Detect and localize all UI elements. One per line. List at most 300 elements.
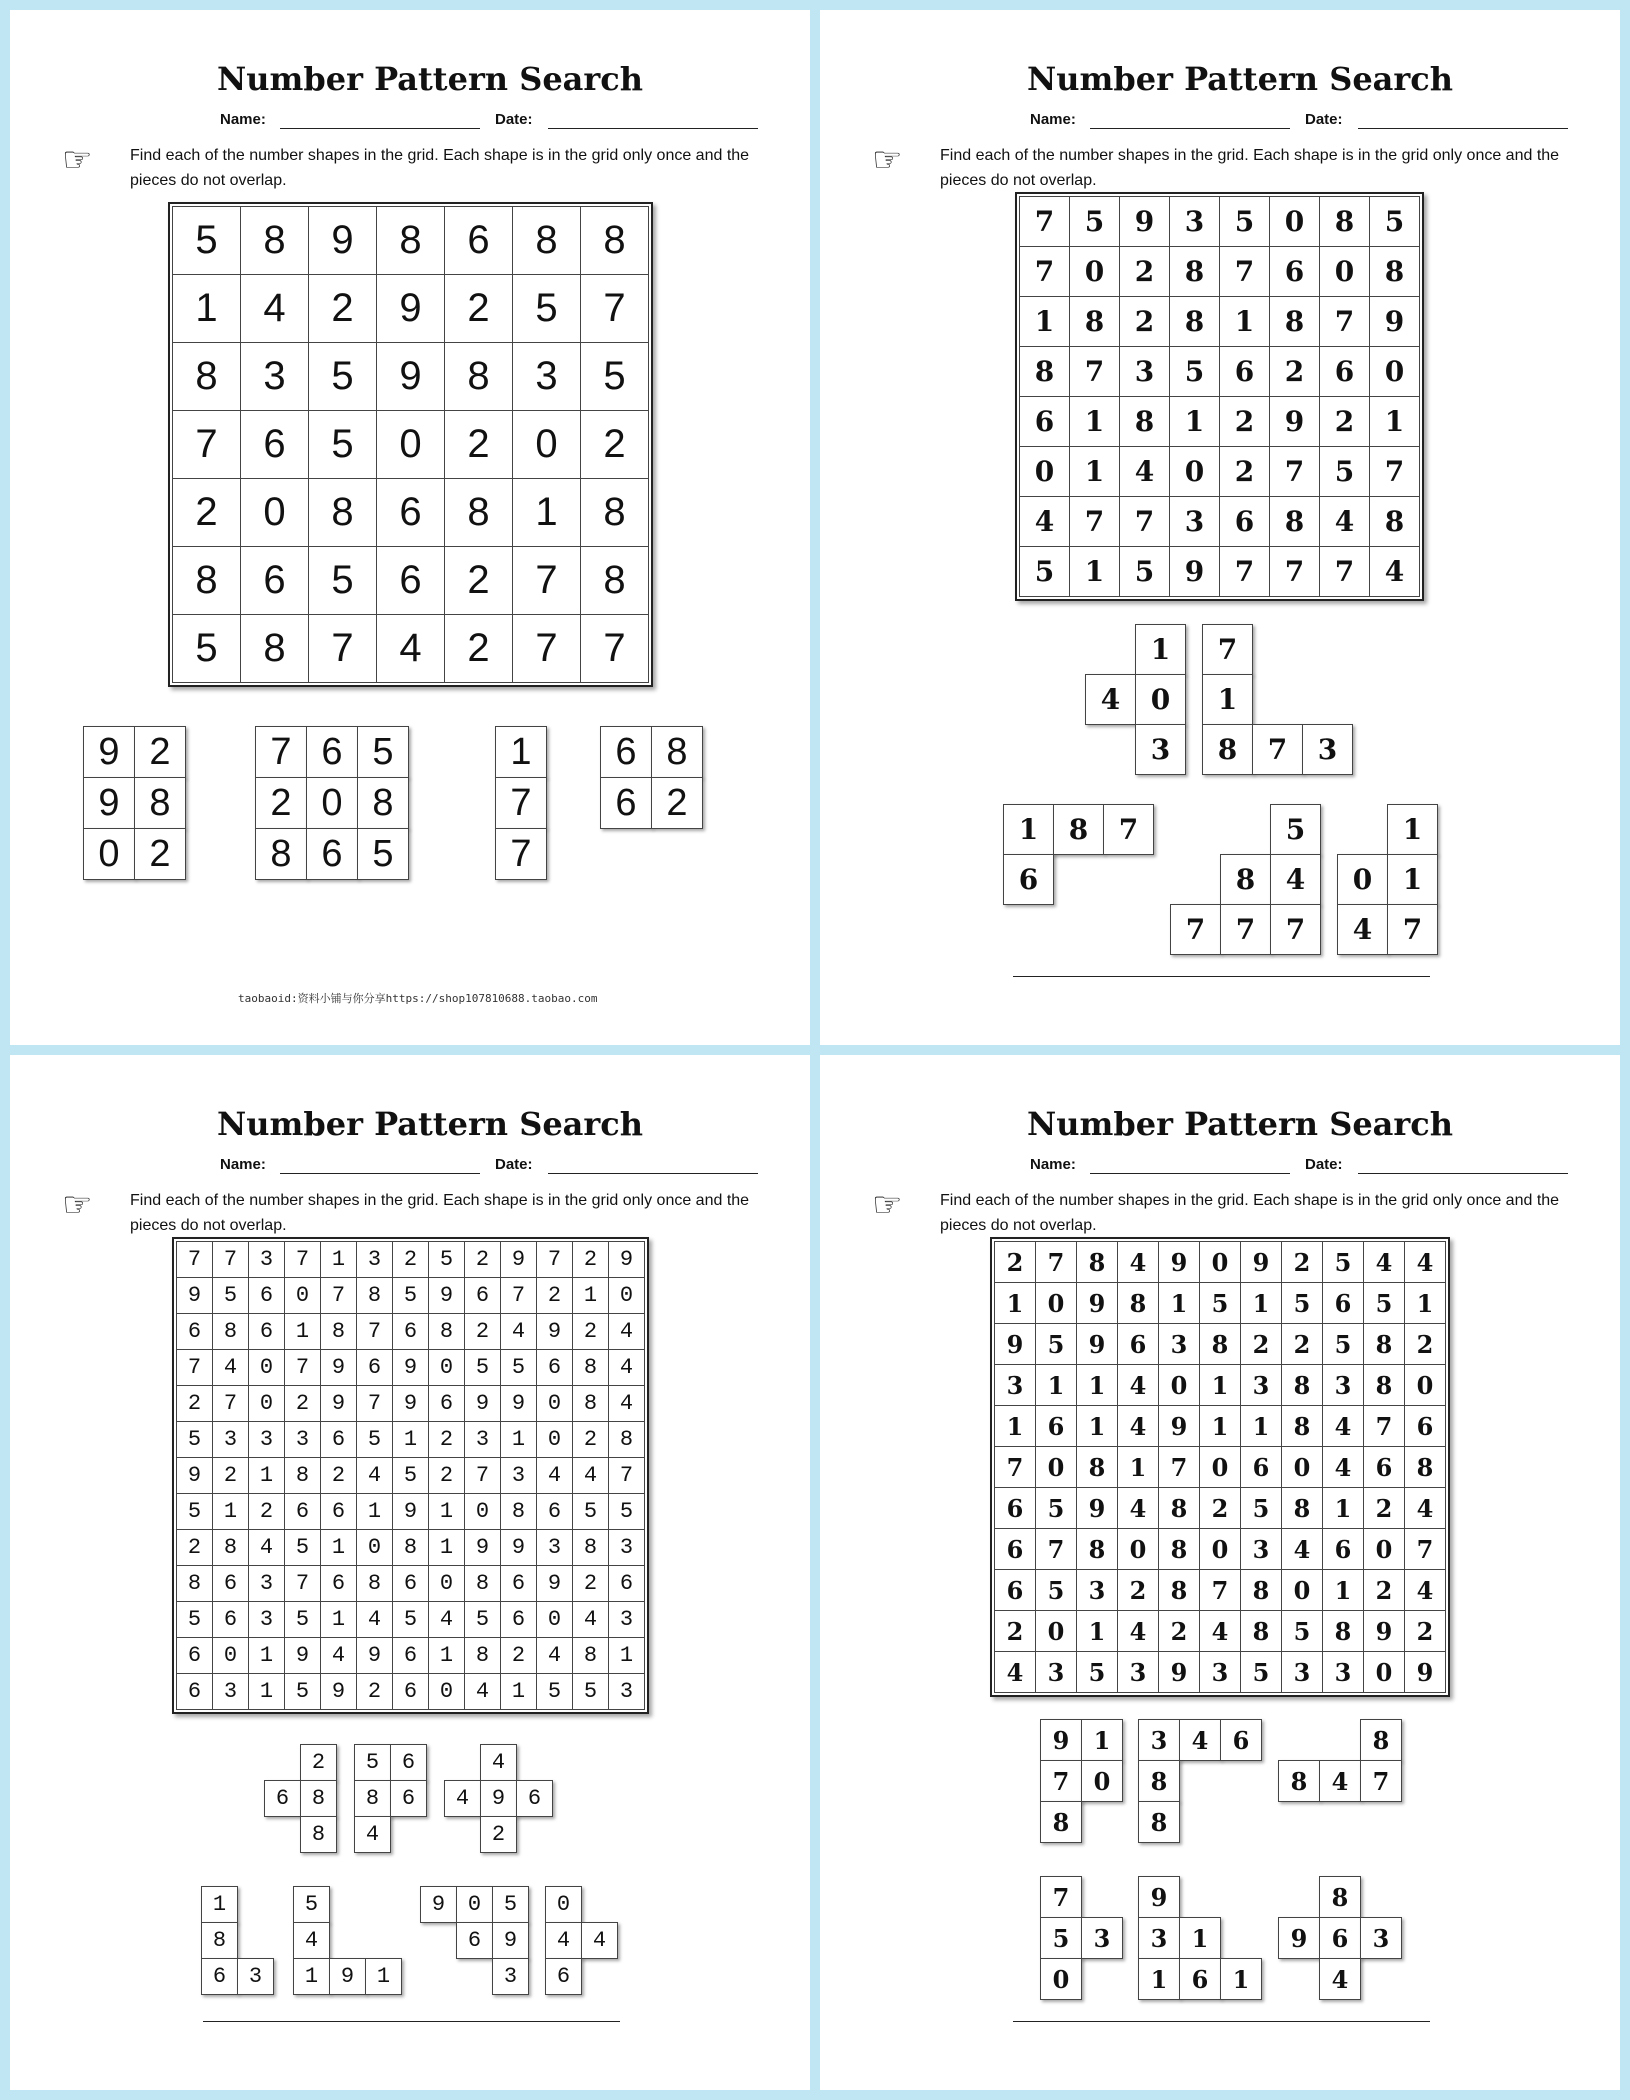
grid-cell[interactable]: 6 <box>393 1314 429 1350</box>
grid-cell[interactable]: 4 <box>1118 1406 1159 1447</box>
grid-cell[interactable]: 4 <box>501 1314 537 1350</box>
grid-cell[interactable]: 5 <box>309 547 377 615</box>
grid-cell[interactable]: 8 <box>1323 1611 1364 1652</box>
grid-cell[interactable]: 9 <box>1241 1242 1282 1283</box>
grid-cell[interactable]: 2 <box>445 615 513 683</box>
grid-cell[interactable]: 9 <box>465 1530 501 1566</box>
grid-cell[interactable]: 6 <box>393 1638 429 1674</box>
grid-cell[interactable]: 9 <box>177 1278 213 1314</box>
grid-cell[interactable]: 0 <box>1270 197 1320 247</box>
date-field[interactable] <box>1358 128 1568 129</box>
grid-cell[interactable]: 1 <box>1370 397 1420 447</box>
grid-cell[interactable]: 7 <box>1320 297 1370 347</box>
grid-cell[interactable]: 8 <box>393 1530 429 1566</box>
grid-cell[interactable]: 8 <box>1270 297 1320 347</box>
grid-cell[interactable]: 4 <box>995 1652 1036 1693</box>
grid-cell[interactable]: 1 <box>321 1242 357 1278</box>
grid-cell[interactable]: 7 <box>285 1350 321 1386</box>
grid-cell[interactable]: 3 <box>609 1674 645 1710</box>
grid-cell[interactable]: 4 <box>1405 1570 1446 1611</box>
grid-cell[interactable]: 8 <box>1282 1365 1323 1406</box>
grid-cell[interactable]: 5 <box>1036 1488 1077 1529</box>
grid-cell[interactable]: 3 <box>1323 1652 1364 1693</box>
grid-cell[interactable]: 6 <box>429 1386 465 1422</box>
grid-cell[interactable]: 5 <box>1120 547 1170 597</box>
grid-cell[interactable]: 7 <box>177 1350 213 1386</box>
grid-cell[interactable]: 8 <box>1241 1570 1282 1611</box>
grid-cell[interactable]: 2 <box>465 1242 501 1278</box>
grid-cell[interactable]: 7 <box>1120 497 1170 547</box>
grid-cell[interactable]: 4 <box>465 1674 501 1710</box>
grid-cell[interactable]: 5 <box>285 1674 321 1710</box>
grid-cell[interactable]: 0 <box>1070 247 1120 297</box>
grid-cell[interactable]: 4 <box>1320 497 1370 547</box>
grid-cell[interactable]: 8 <box>213 1530 249 1566</box>
answer-line[interactable] <box>203 2021 620 2022</box>
grid-cell[interactable]: 7 <box>501 1278 537 1314</box>
grid-cell[interactable]: 7 <box>213 1242 249 1278</box>
grid-cell[interactable]: 1 <box>321 1530 357 1566</box>
grid-cell[interactable]: 6 <box>1220 497 1270 547</box>
grid-cell[interactable]: 3 <box>249 1422 285 1458</box>
grid-cell[interactable]: 3 <box>1323 1365 1364 1406</box>
grid-cell[interactable]: 9 <box>1170 547 1220 597</box>
grid-cell[interactable]: 3 <box>1120 347 1170 397</box>
grid-cell[interactable]: 7 <box>173 411 241 479</box>
grid-cell[interactable]: 3 <box>213 1674 249 1710</box>
answer-line[interactable] <box>1013 2021 1430 2022</box>
grid-cell[interactable]: 6 <box>1320 347 1370 397</box>
grid-cell[interactable]: 1 <box>1241 1406 1282 1447</box>
grid-cell[interactable]: 7 <box>1200 1570 1241 1611</box>
grid-cell[interactable]: 0 <box>537 1602 573 1638</box>
grid-cell[interactable]: 2 <box>1220 447 1270 497</box>
grid-cell[interactable]: 2 <box>1364 1570 1405 1611</box>
grid-cell[interactable]: 9 <box>177 1458 213 1494</box>
grid-cell[interactable]: 2 <box>465 1314 501 1350</box>
grid-cell[interactable]: 5 <box>1241 1652 1282 1693</box>
grid-cell[interactable]: 4 <box>1323 1406 1364 1447</box>
grid-cell[interactable]: 0 <box>1364 1529 1405 1570</box>
grid-cell[interactable]: 0 <box>1320 247 1370 297</box>
grid-cell[interactable]: 2 <box>309 275 377 343</box>
grid-cell[interactable]: 3 <box>537 1530 573 1566</box>
grid-cell[interactable]: 7 <box>537 1242 573 1278</box>
grid-cell[interactable]: 5 <box>1282 1611 1323 1652</box>
grid-cell[interactable]: 1 <box>1070 547 1120 597</box>
grid-cell[interactable]: 1 <box>1077 1365 1118 1406</box>
grid-cell[interactable]: 0 <box>1405 1365 1446 1406</box>
grid-cell[interactable]: 8 <box>1282 1406 1323 1447</box>
grid-cell[interactable]: 1 <box>321 1602 357 1638</box>
grid-cell[interactable]: 5 <box>429 1242 465 1278</box>
grid-cell[interactable]: 5 <box>1220 197 1270 247</box>
grid-cell[interactable]: 4 <box>537 1638 573 1674</box>
grid-cell[interactable]: 3 <box>357 1242 393 1278</box>
grid-cell[interactable]: 8 <box>357 1566 393 1602</box>
grid-cell[interactable]: 8 <box>445 343 513 411</box>
grid-cell[interactable]: 5 <box>465 1602 501 1638</box>
grid-cell[interactable]: 4 <box>609 1386 645 1422</box>
grid-cell[interactable]: 3 <box>501 1458 537 1494</box>
grid-cell[interactable]: 6 <box>1270 247 1320 297</box>
grid-cell[interactable]: 8 <box>241 615 309 683</box>
grid-cell[interactable]: 4 <box>1405 1488 1446 1529</box>
grid-cell[interactable]: 0 <box>1364 1652 1405 1693</box>
grid-cell[interactable]: 5 <box>357 1422 393 1458</box>
grid-cell[interactable]: 8 <box>445 479 513 547</box>
grid-cell[interactable]: 4 <box>249 1530 285 1566</box>
grid-cell[interactable]: 7 <box>1020 197 1070 247</box>
grid-cell[interactable]: 0 <box>429 1350 465 1386</box>
grid-cell[interactable]: 4 <box>609 1350 645 1386</box>
grid-cell[interactable]: 7 <box>513 547 581 615</box>
grid-cell[interactable]: 6 <box>1323 1283 1364 1324</box>
grid-cell[interactable]: 2 <box>995 1611 1036 1652</box>
grid-cell[interactable]: 2 <box>393 1242 429 1278</box>
grid-cell[interactable]: 6 <box>445 207 513 275</box>
grid-cell[interactable]: 8 <box>581 547 649 615</box>
grid-cell[interactable]: 1 <box>249 1638 285 1674</box>
grid-cell[interactable]: 2 <box>1282 1324 1323 1365</box>
grid-cell[interactable]: 5 <box>309 411 377 479</box>
grid-cell[interactable]: 7 <box>1070 497 1120 547</box>
grid-cell[interactable]: 7 <box>177 1242 213 1278</box>
grid-cell[interactable]: 0 <box>1170 447 1220 497</box>
grid-cell[interactable]: 0 <box>377 411 445 479</box>
grid-cell[interactable]: 8 <box>357 1278 393 1314</box>
grid-cell[interactable]: 8 <box>581 207 649 275</box>
grid-cell[interactable]: 8 <box>573 1638 609 1674</box>
grid-cell[interactable]: 6 <box>995 1570 1036 1611</box>
grid-cell[interactable]: 5 <box>1020 547 1070 597</box>
grid-cell[interactable]: 3 <box>249 1566 285 1602</box>
grid-cell[interactable]: 8 <box>177 1566 213 1602</box>
grid-cell[interactable]: 3 <box>213 1422 249 1458</box>
grid-cell[interactable]: 9 <box>309 207 377 275</box>
grid-cell[interactable]: 2 <box>573 1566 609 1602</box>
grid-cell[interactable]: 8 <box>309 479 377 547</box>
grid-cell[interactable]: 8 <box>173 547 241 615</box>
answer-line[interactable] <box>1013 976 1430 977</box>
grid-cell[interactable]: 2 <box>213 1458 249 1494</box>
grid-cell[interactable]: 2 <box>429 1458 465 1494</box>
grid-cell[interactable]: 6 <box>1036 1406 1077 1447</box>
grid-cell[interactable]: 6 <box>321 1422 357 1458</box>
grid-cell[interactable]: 7 <box>465 1458 501 1494</box>
grid-cell[interactable]: 4 <box>573 1458 609 1494</box>
grid-cell[interactable]: 5 <box>309 343 377 411</box>
grid-cell[interactable]: 4 <box>1370 547 1420 597</box>
grid-cell[interactable]: 0 <box>1036 1611 1077 1652</box>
grid-cell[interactable]: 4 <box>357 1458 393 1494</box>
grid-cell[interactable]: 0 <box>1282 1447 1323 1488</box>
grid-cell[interactable]: 7 <box>1364 1406 1405 1447</box>
grid-cell[interactable]: 8 <box>1241 1611 1282 1652</box>
grid-cell[interactable]: 5 <box>1370 197 1420 247</box>
grid-cell[interactable]: 6 <box>285 1494 321 1530</box>
grid-cell[interactable]: 3 <box>1170 497 1220 547</box>
grid-cell[interactable]: 6 <box>213 1602 249 1638</box>
grid-cell[interactable]: 6 <box>393 1566 429 1602</box>
grid-cell[interactable]: 3 <box>465 1422 501 1458</box>
grid-cell[interactable]: 9 <box>501 1530 537 1566</box>
grid-cell[interactable]: 5 <box>173 207 241 275</box>
grid-cell[interactable]: 4 <box>573 1602 609 1638</box>
grid-cell[interactable]: 4 <box>1282 1529 1323 1570</box>
grid-cell[interactable]: 9 <box>609 1242 645 1278</box>
grid-cell[interactable]: 7 <box>1405 1529 1446 1570</box>
grid-cell[interactable]: 5 <box>1170 347 1220 397</box>
grid-cell[interactable]: 1 <box>429 1494 465 1530</box>
grid-cell[interactable]: 6 <box>995 1488 1036 1529</box>
grid-cell[interactable]: 7 <box>285 1566 321 1602</box>
grid-cell[interactable]: 9 <box>1077 1324 1118 1365</box>
grid-cell[interactable]: 2 <box>581 411 649 479</box>
grid-cell[interactable]: 9 <box>321 1674 357 1710</box>
grid-cell[interactable]: 4 <box>1118 1611 1159 1652</box>
grid-cell[interactable]: 1 <box>393 1422 429 1458</box>
grid-cell[interactable]: 2 <box>177 1530 213 1566</box>
grid-cell[interactable]: 4 <box>1118 1242 1159 1283</box>
grid-cell[interactable]: 1 <box>1118 1447 1159 1488</box>
grid-cell[interactable]: 6 <box>1323 1529 1364 1570</box>
grid-cell[interactable]: 1 <box>1170 397 1220 447</box>
grid-cell[interactable]: 0 <box>357 1530 393 1566</box>
grid-cell[interactable]: 9 <box>1120 197 1170 247</box>
grid-cell[interactable]: 5 <box>1070 197 1120 247</box>
grid-cell[interactable]: 7 <box>213 1386 249 1422</box>
grid-cell[interactable]: 8 <box>465 1638 501 1674</box>
grid-cell[interactable]: 6 <box>537 1494 573 1530</box>
grid-cell[interactable]: 8 <box>573 1350 609 1386</box>
grid-cell[interactable]: 4 <box>1405 1242 1446 1283</box>
grid-cell[interactable]: 9 <box>537 1566 573 1602</box>
grid-cell[interactable]: 4 <box>357 1602 393 1638</box>
grid-cell[interactable]: 0 <box>1282 1570 1323 1611</box>
grid-cell[interactable]: 9 <box>393 1350 429 1386</box>
grid-cell[interactable]: 9 <box>995 1324 1036 1365</box>
grid-cell[interactable]: 9 <box>1077 1488 1118 1529</box>
grid-cell[interactable]: 8 <box>501 1494 537 1530</box>
grid-cell[interactable]: 0 <box>513 411 581 479</box>
date-field[interactable] <box>548 128 758 129</box>
grid-cell[interactable]: 2 <box>1200 1488 1241 1529</box>
grid-cell[interactable]: 8 <box>1200 1324 1241 1365</box>
grid-cell[interactable]: 7 <box>581 275 649 343</box>
grid-cell[interactable]: 2 <box>1405 1611 1446 1652</box>
grid-cell[interactable]: 0 <box>537 1386 573 1422</box>
grid-cell[interactable]: 7 <box>1070 347 1120 397</box>
grid-cell[interactable]: 1 <box>429 1530 465 1566</box>
grid-cell[interactable]: 9 <box>465 1386 501 1422</box>
grid-cell[interactable]: 4 <box>241 275 309 343</box>
grid-cell[interactable]: 6 <box>465 1278 501 1314</box>
grid-cell[interactable]: 5 <box>285 1530 321 1566</box>
grid-cell[interactable]: 4 <box>321 1638 357 1674</box>
grid-cell[interactable]: 0 <box>1036 1447 1077 1488</box>
grid-cell[interactable]: 7 <box>1220 547 1270 597</box>
grid-cell[interactable]: 7 <box>1036 1529 1077 1570</box>
grid-cell[interactable]: 1 <box>1159 1283 1200 1324</box>
grid-cell[interactable]: 2 <box>573 1314 609 1350</box>
grid-cell[interactable]: 1 <box>1405 1283 1446 1324</box>
grid-cell[interactable]: 6 <box>537 1350 573 1386</box>
grid-cell[interactable]: 9 <box>1364 1611 1405 1652</box>
grid-cell[interactable]: 5 <box>1077 1652 1118 1693</box>
grid-cell[interactable]: 6 <box>1364 1447 1405 1488</box>
grid-cell[interactable]: 8 <box>213 1314 249 1350</box>
grid-cell[interactable]: 6 <box>357 1350 393 1386</box>
grid-cell[interactable]: 7 <box>1020 247 1070 297</box>
grid-cell[interactable]: 1 <box>1020 297 1070 347</box>
grid-cell[interactable]: 4 <box>1200 1611 1241 1652</box>
grid-cell[interactable]: 6 <box>321 1494 357 1530</box>
grid-cell[interactable]: 5 <box>1200 1283 1241 1324</box>
grid-cell[interactable]: 6 <box>1220 347 1270 397</box>
grid-cell[interactable]: 6 <box>995 1529 1036 1570</box>
grid-cell[interactable]: 2 <box>1270 347 1320 397</box>
grid-cell[interactable]: 0 <box>249 1386 285 1422</box>
grid-cell[interactable]: 3 <box>1241 1529 1282 1570</box>
grid-cell[interactable]: 8 <box>581 479 649 547</box>
grid-cell[interactable]: 9 <box>1370 297 1420 347</box>
grid-cell[interactable]: 4 <box>609 1314 645 1350</box>
grid-cell[interactable]: 3 <box>995 1365 1036 1406</box>
grid-cell[interactable]: 2 <box>1220 397 1270 447</box>
grid-cell[interactable]: 3 <box>1077 1570 1118 1611</box>
grid-cell[interactable]: 7 <box>1159 1447 1200 1488</box>
grid-cell[interactable]: 8 <box>1282 1488 1323 1529</box>
grid-cell[interactable]: 9 <box>1159 1406 1200 1447</box>
grid-cell[interactable]: 5 <box>501 1350 537 1386</box>
grid-cell[interactable]: 4 <box>1364 1242 1405 1283</box>
grid-cell[interactable]: 0 <box>609 1278 645 1314</box>
grid-cell[interactable]: 0 <box>1200 1447 1241 1488</box>
grid-cell[interactable]: 0 <box>241 479 309 547</box>
grid-cell[interactable]: 2 <box>573 1242 609 1278</box>
grid-cell[interactable]: 5 <box>177 1602 213 1638</box>
grid-cell[interactable]: 6 <box>177 1674 213 1710</box>
grid-cell[interactable]: 2 <box>173 479 241 547</box>
grid-cell[interactable]: 8 <box>1405 1447 1446 1488</box>
grid-cell[interactable]: 9 <box>1077 1283 1118 1324</box>
grid-cell[interactable]: 1 <box>995 1406 1036 1447</box>
grid-cell[interactable]: 8 <box>1364 1365 1405 1406</box>
grid-cell[interactable]: 8 <box>1077 1242 1118 1283</box>
grid-cell[interactable]: 7 <box>1220 247 1270 297</box>
grid-cell[interactable]: 0 <box>249 1350 285 1386</box>
grid-cell[interactable]: 8 <box>1159 1570 1200 1611</box>
grid-cell[interactable]: 1 <box>429 1638 465 1674</box>
grid-cell[interactable]: 2 <box>285 1386 321 1422</box>
grid-cell[interactable]: 8 <box>573 1530 609 1566</box>
grid-cell[interactable]: 8 <box>609 1422 645 1458</box>
grid-cell[interactable]: 1 <box>1070 447 1120 497</box>
grid-cell[interactable]: 2 <box>177 1386 213 1422</box>
grid-cell[interactable]: 1 <box>249 1674 285 1710</box>
grid-cell[interactable]: 4 <box>1118 1488 1159 1529</box>
grid-cell[interactable]: 8 <box>1120 397 1170 447</box>
grid-cell[interactable]: 3 <box>1170 197 1220 247</box>
grid-cell[interactable]: 8 <box>573 1386 609 1422</box>
grid-cell[interactable]: 0 <box>1200 1529 1241 1570</box>
grid-cell[interactable]: 2 <box>445 275 513 343</box>
grid-cell[interactable]: 1 <box>1200 1365 1241 1406</box>
grid-cell[interactable]: 1 <box>1220 297 1270 347</box>
grid-cell[interactable]: 8 <box>285 1458 321 1494</box>
grid-cell[interactable]: 9 <box>1405 1652 1446 1693</box>
grid-cell[interactable]: 4 <box>377 615 445 683</box>
grid-cell[interactable]: 7 <box>1320 547 1370 597</box>
grid-cell[interactable]: 5 <box>1364 1283 1405 1324</box>
grid-cell[interactable]: 5 <box>1036 1570 1077 1611</box>
name-field[interactable] <box>1090 128 1290 129</box>
grid-cell[interactable]: 0 <box>285 1278 321 1314</box>
grid-cell[interactable]: 5 <box>173 615 241 683</box>
grid-cell[interactable]: 8 <box>377 207 445 275</box>
grid-cell[interactable]: 6 <box>393 1674 429 1710</box>
grid-cell[interactable]: 1 <box>1070 397 1120 447</box>
grid-cell[interactable]: 0 <box>537 1422 573 1458</box>
grid-cell[interactable]: 9 <box>321 1350 357 1386</box>
grid-cell[interactable]: 0 <box>1370 347 1420 397</box>
grid-cell[interactable]: 5 <box>1241 1488 1282 1529</box>
grid-cell[interactable]: 4 <box>1118 1365 1159 1406</box>
grid-cell[interactable]: 6 <box>1118 1324 1159 1365</box>
grid-cell[interactable]: 1 <box>609 1638 645 1674</box>
grid-cell[interactable]: 2 <box>1405 1324 1446 1365</box>
grid-cell[interactable]: 1 <box>1200 1406 1241 1447</box>
grid-cell[interactable]: 5 <box>393 1458 429 1494</box>
grid-cell[interactable]: 9 <box>537 1314 573 1350</box>
grid-cell[interactable]: 1 <box>1323 1488 1364 1529</box>
grid-cell[interactable]: 0 <box>1118 1529 1159 1570</box>
grid-cell[interactable]: 9 <box>377 343 445 411</box>
grid-cell[interactable]: 8 <box>1370 497 1420 547</box>
grid-cell[interactable]: 2 <box>573 1422 609 1458</box>
grid-cell[interactable]: 5 <box>537 1674 573 1710</box>
grid-cell[interactable]: 6 <box>1405 1406 1446 1447</box>
name-field[interactable] <box>280 1173 480 1174</box>
grid-cell[interactable]: 1 <box>249 1458 285 1494</box>
grid-cell[interactable]: 5 <box>1323 1324 1364 1365</box>
grid-cell[interactable]: 1 <box>501 1422 537 1458</box>
grid-cell[interactable]: 5 <box>573 1494 609 1530</box>
grid-cell[interactable]: 6 <box>1020 397 1070 447</box>
grid-cell[interactable]: 7 <box>1370 447 1420 497</box>
grid-cell[interactable]: 8 <box>1118 1283 1159 1324</box>
grid-cell[interactable]: 1 <box>513 479 581 547</box>
grid-cell[interactable]: 2 <box>1241 1324 1282 1365</box>
grid-cell[interactable]: 6 <box>177 1638 213 1674</box>
grid-cell[interactable]: 2 <box>321 1458 357 1494</box>
grid-cell[interactable]: 1 <box>285 1314 321 1350</box>
grid-cell[interactable]: 5 <box>393 1278 429 1314</box>
grid-cell[interactable]: 0 <box>1020 447 1070 497</box>
grid-cell[interactable]: 9 <box>357 1638 393 1674</box>
date-field[interactable] <box>548 1173 758 1174</box>
grid-cell[interactable]: 0 <box>465 1494 501 1530</box>
grid-cell[interactable]: 8 <box>1077 1447 1118 1488</box>
grid-cell[interactable]: 2 <box>1320 397 1370 447</box>
grid-cell[interactable]: 6 <box>501 1602 537 1638</box>
grid-cell[interactable]: 9 <box>501 1386 537 1422</box>
grid-cell[interactable]: 2 <box>429 1422 465 1458</box>
grid-cell[interactable]: 1 <box>995 1283 1036 1324</box>
grid-cell[interactable]: 7 <box>321 1278 357 1314</box>
grid-cell[interactable]: 2 <box>1120 297 1170 347</box>
